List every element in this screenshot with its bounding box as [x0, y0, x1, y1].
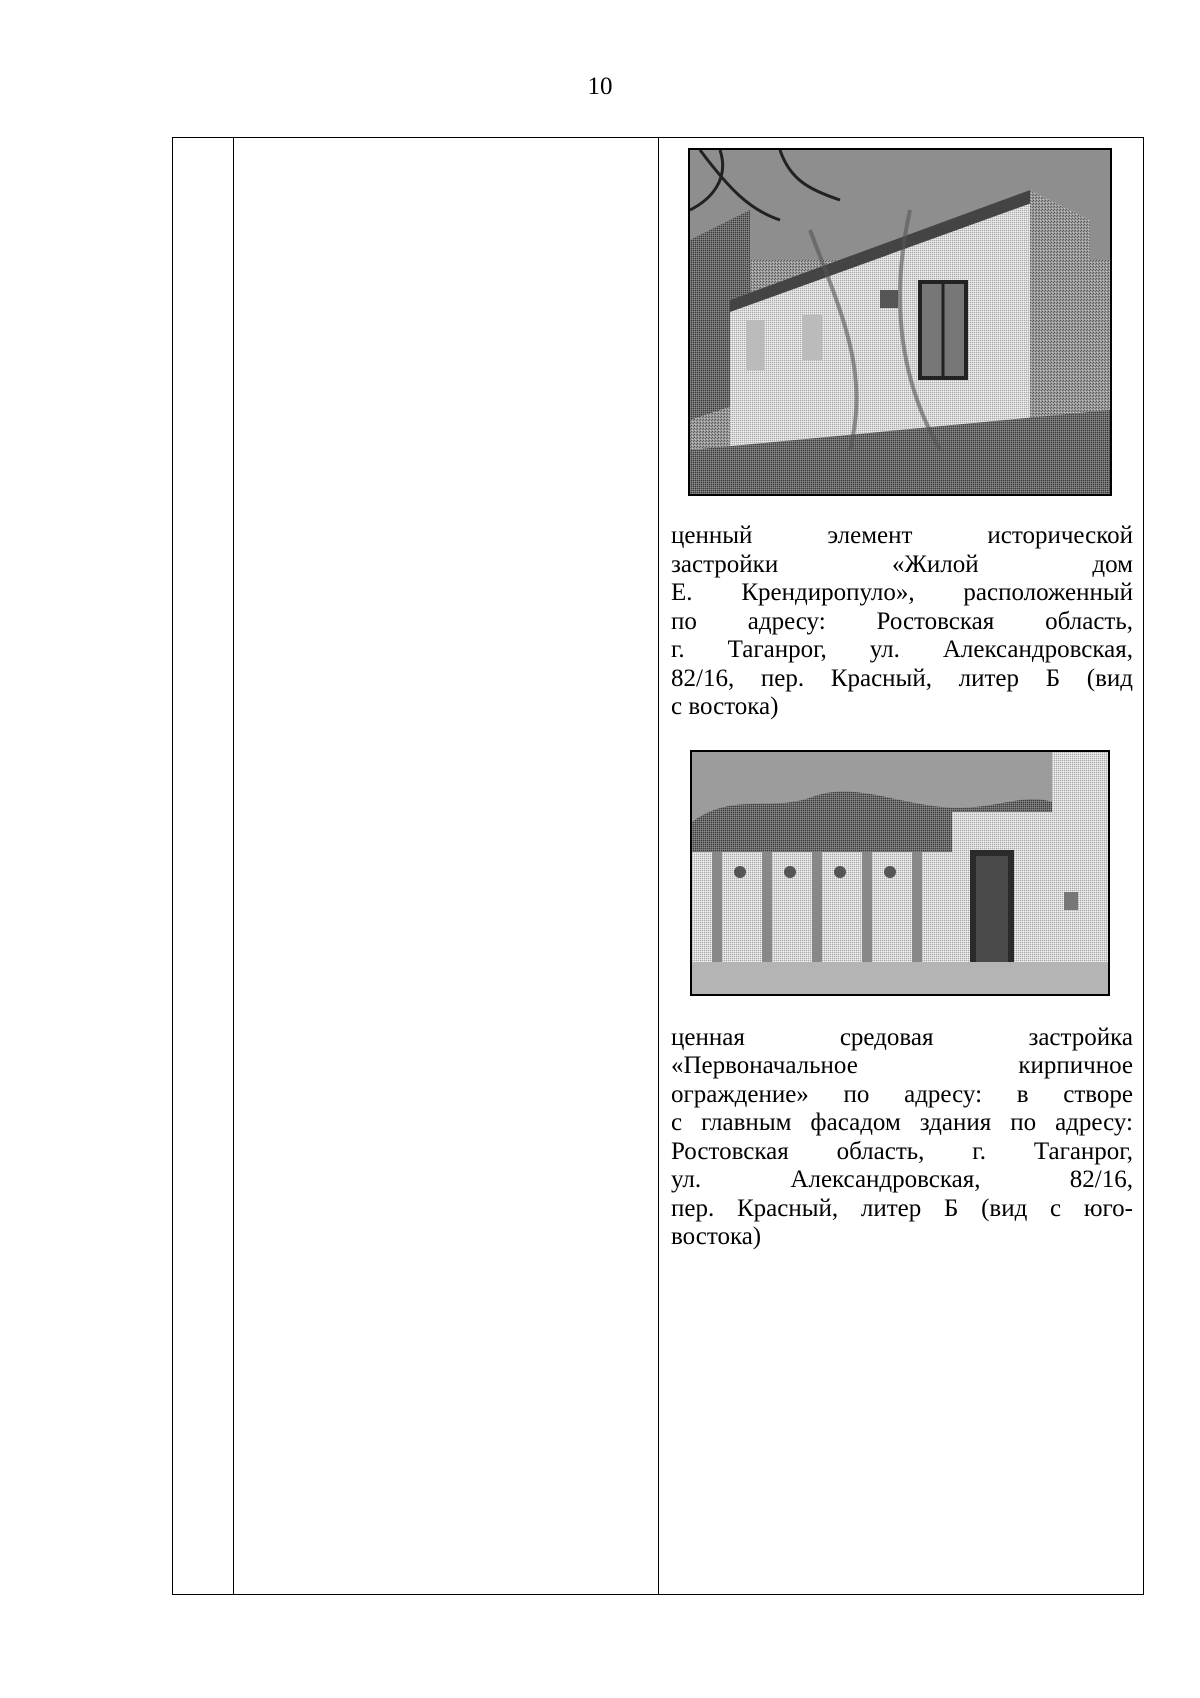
caption-line: с главным фасадом здания по адресу:: [671, 1109, 1133, 1136]
caption-line: по адресу: Ростовская область,: [671, 607, 1133, 635]
caption-line: г. Таганрог, ул. Александровская,: [671, 636, 1133, 663]
caption-line: Е. Крендиропуло», расположенный: [671, 579, 1133, 606]
table-column-name: [234, 138, 659, 1594]
caption-line: ценный элемент исторической: [671, 522, 1133, 549]
caption-line: застройки «Жилой дом: [671, 550, 1133, 578]
table-column-description: [659, 138, 1143, 1594]
caption-line: Ростовская область, г. Таганрог,: [671, 1137, 1133, 1165]
photo-caption: [671, 1024, 1133, 1252]
fence-photo: [690, 750, 1110, 996]
caption-line: ул. Александровская, 82/16,: [671, 1166, 1133, 1193]
caption-line: 82/16, пер. Красный, литер Б (вид: [671, 664, 1133, 692]
caption-line: востока): [671, 1223, 762, 1250]
page-number: 10: [587, 73, 613, 100]
caption-line: ограждение» по адресу: в створе: [671, 1080, 1133, 1108]
table-column-number: [173, 138, 234, 1594]
caption-line: с востока): [671, 693, 779, 720]
caption-line: «Первоначальное кирпичное: [671, 1052, 1133, 1079]
photo-caption: [671, 522, 1133, 722]
caption-line: ценная средовая застройка: [671, 1023, 1133, 1051]
objects-table: [172, 137, 1144, 1595]
building-photo: [688, 148, 1112, 496]
caption-line: пер. Красный, литер Б (вид с юго-: [671, 1194, 1133, 1222]
